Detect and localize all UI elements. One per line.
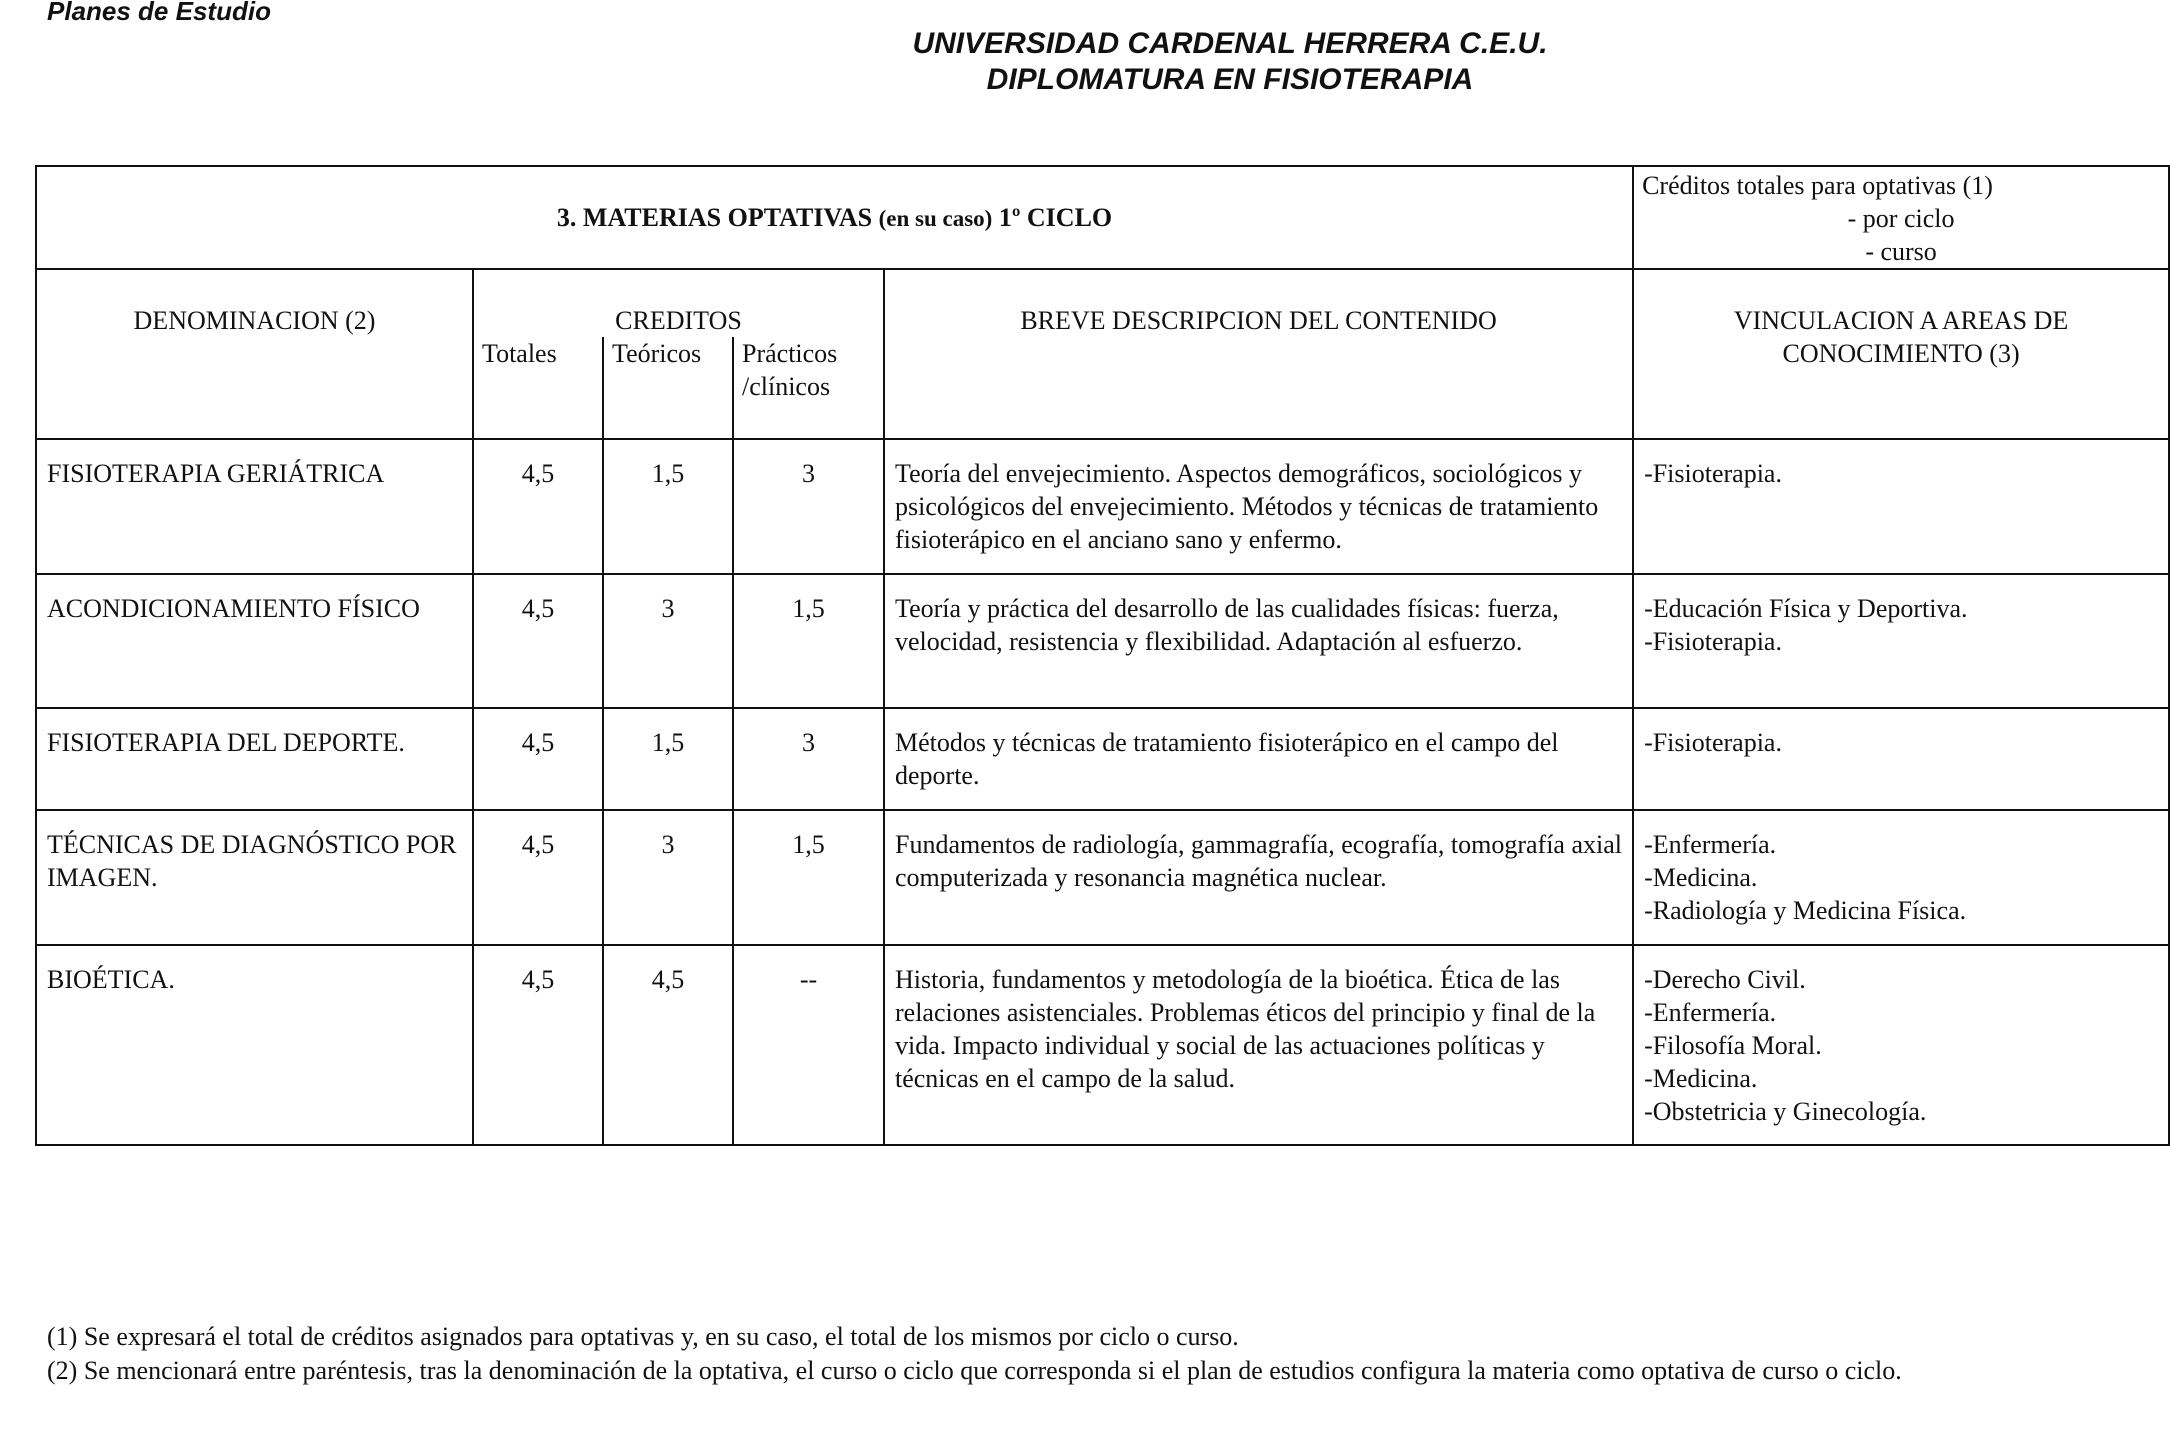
table-row	[36, 810, 2169, 945]
col-creditos: CREDITOS	[473, 269, 884, 337]
credits-teoricos: 1,5	[603, 439, 733, 574]
plan-label: Planes de Estudio	[47, 0, 271, 26]
subject-name: FISIOTERAPIA DEL DEPORTE.	[36, 708, 473, 810]
subject-name: ACONDICIONAMIENTO FÍSICO	[36, 574, 473, 708]
subject-name: BIOÉTICA.	[36, 945, 473, 1145]
credits-total-label: Créditos totales para optativas (1)	[1642, 171, 1993, 200]
area-item: -Derecho Civil.	[1644, 965, 1806, 994]
credits-total-course: - curso	[1865, 237, 1937, 266]
credits-teoricos: 3	[603, 810, 733, 945]
area-item: -Obstetricia y Ginecología.	[1644, 1097, 1927, 1126]
university-title: UNIVERSIDAD CARDENAL HERRERA C.E.U.	[912, 27, 1548, 60]
col-practicos: Prácticos /clínicos	[733, 337, 884, 439]
area-item: -Educación Física y Deportiva.	[1644, 594, 1968, 623]
credits-totales: 4,5	[473, 574, 603, 708]
subject-areas	[1633, 574, 2169, 708]
area-item: -Radiología y Medicina Física.	[1644, 896, 1967, 925]
table-row	[36, 945, 2169, 1145]
subject-description: Métodos y técnicas de tratamiento fisioterápico en el campo del deporte.	[884, 708, 1633, 810]
subject-description: Teoría y práctica del desarrollo de las cualidades físicas: fuerza, velocidad, resistencia y flexibilidad. Adaptación al esfuerzo.	[884, 574, 1633, 708]
degree-title: DIPLOMATURA EN FISIOTERAPIA	[986, 63, 1474, 96]
credits-teoricos: 1,5	[603, 708, 733, 810]
credits-totales: 4,5	[473, 708, 603, 810]
credits-practicos: --	[733, 945, 884, 1145]
credits-totales: 4,5	[473, 810, 603, 945]
credits-practicos: 1,5	[733, 810, 884, 945]
area-item: -Medicina.	[1644, 1064, 1758, 1093]
subject-description: Fundamentos de radiología, gammagrafía, ecografía, tomografía axial computerizada y resonancia magnética nuclear.	[884, 810, 1633, 945]
section-title-cell	[36, 166, 1633, 269]
credits-total-cycle: - por ciclo	[1847, 204, 1955, 233]
area-item: -Fisioterapia.	[1644, 728, 1782, 757]
area-item: -Filosofía Moral.	[1644, 1031, 1822, 1060]
credits-practicos: 3	[733, 708, 884, 810]
area-item: -Fisioterapia.	[1644, 627, 1782, 656]
credits-practicos: 1,5	[733, 574, 884, 708]
footnotes	[47, 1320, 2147, 1388]
credits-practicos: 3	[733, 439, 884, 574]
credits-totales: 4,5	[473, 945, 603, 1145]
subject-areas	[1633, 945, 2169, 1145]
footnote-1: (1) Se expresará el total de créditos asignados para optativas y, en su caso, el total de los mismos por ciclo o curso.	[47, 1322, 1239, 1351]
section-header-row	[36, 166, 2169, 269]
section-note: (en su caso)	[878, 205, 993, 231]
section-title: 3. MATERIAS OPTATIVAS	[556, 202, 873, 232]
col-totales: Totales	[473, 337, 603, 439]
column-header-row	[36, 269, 2169, 337]
area-item: -Medicina.	[1644, 863, 1758, 892]
subject-areas	[1633, 439, 2169, 574]
optativas-table	[35, 165, 2170, 1146]
footnote-2: (2) Se mencionará entre paréntesis, tras la denominación de la optativa, el curso o ciclo que corresponda si el plan de estudios configura la materia como optativa de curso o ciclo.	[47, 1356, 1902, 1385]
table-row	[36, 708, 2169, 810]
credits-teoricos: 4,5	[603, 945, 733, 1145]
subject-description: Historia, fundamentos y metodología de la bioética. Ética de las relaciones asistenciales. Problemas éticos del principio y final de la vida. Impacto individual y social de las actuaciones políticas y técnicas en el campo de la salud.	[884, 945, 1633, 1145]
section-cycle: 1º CICLO	[998, 202, 1113, 232]
col-vinculacion: VINCULACION A AREAS DE CONOCIMIENTO (3)	[1633, 269, 2169, 439]
col-denominacion: DENOMINACION (2)	[36, 269, 473, 439]
col-teoricos: Teóricos	[603, 337, 733, 439]
credits-total-cell	[1633, 166, 2169, 269]
area-item: -Fisioterapia.	[1644, 459, 1782, 488]
subject-name: TÉCNICAS DE DIAGNÓSTICO POR IMAGEN.	[36, 810, 473, 945]
col-descripcion: BREVE DESCRIPCION DEL CONTENIDO	[884, 269, 1633, 439]
area-item: -Enfermería.	[1644, 830, 1777, 859]
credits-totales: 4,5	[473, 439, 603, 574]
area-item: -Enfermería.	[1644, 998, 1777, 1027]
title-block	[0, 26, 2170, 98]
credits-teoricos: 3	[603, 574, 733, 708]
subject-areas	[1633, 810, 2169, 945]
subject-name: FISIOTERAPIA GERIÁTRICA	[36, 439, 473, 574]
subject-description: Teoría del envejecimiento. Aspectos demográficos, sociológicos y psicológicos del envejecimiento. Métodos y técnicas de tratamiento fisioterápico en el anciano sano y enfermo.	[884, 439, 1633, 574]
table-row	[36, 574, 2169, 708]
subject-areas	[1633, 708, 2169, 810]
table-row	[36, 439, 2169, 574]
